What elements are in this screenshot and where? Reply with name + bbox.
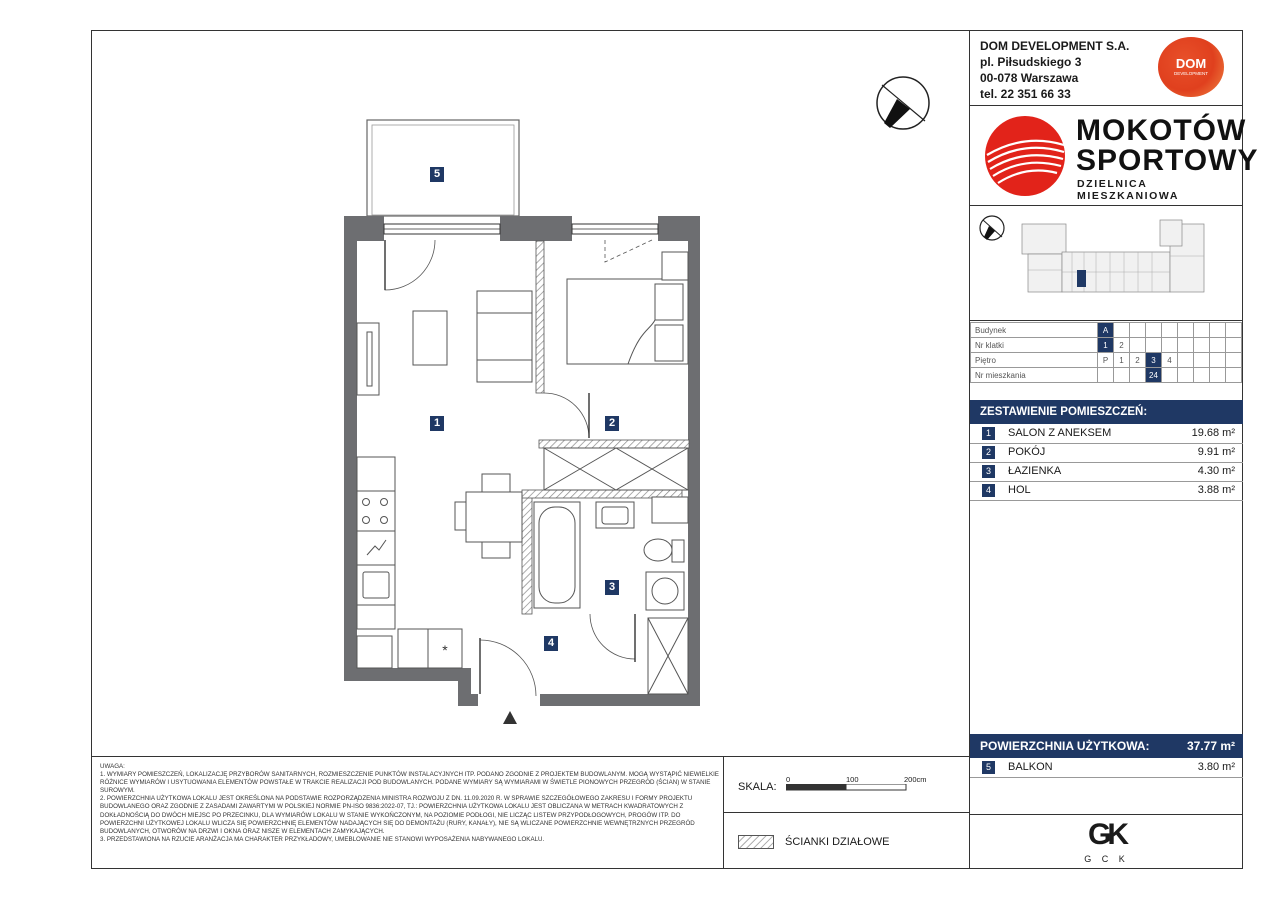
balcony-row	[970, 758, 1243, 778]
loc-cell: P	[1098, 353, 1114, 368]
loc-cell	[1210, 338, 1226, 353]
loc-cell	[1130, 323, 1146, 338]
note-3: 3. PRZEDSTAWIONA NA RZUCIE ARANŻACJA MA CHARAKTER PRZYKŁADOWY, UMEBLOWANIE NIE STANOWI WYPOSAŻENIA NABYWANEGO LOKALU.	[100, 835, 545, 843]
company-name: DOM DEVELOPMENT S.A.	[980, 39, 1130, 53]
loc-cell: 24	[1146, 368, 1162, 383]
loc-cell	[1098, 368, 1114, 383]
loc-label: Budynek	[971, 323, 1098, 338]
room-row	[970, 424, 1243, 444]
project-title-line1: MOKOTÓW	[1076, 114, 1247, 147]
loc-cell	[1210, 368, 1226, 383]
room-num: 3	[982, 465, 995, 478]
loc-cell	[1194, 323, 1210, 338]
loc-cell	[1226, 353, 1242, 368]
loc-cell: 4	[1162, 353, 1178, 368]
note-2: 2. POWIERZCHNIA UŻYTKOWA LOKALU JEST OKREŚLONA NA PODSTAWIE ROZPORZĄDZENIA MINISTRA ROZWOJU Z DN. 11.09.2020 R. W SPRAWIE SZCZEGÓŁOWEGO ZAKRESU I FORMY PROJEKTU BUDOWLANEGO ORAZ ZGODNIE Z ZASADAMI ZAWARTYMI W POLSKIEJ NORMIE PN-ISO 9836:2022-07, TJ.: POWIERZCHNIA UŻYTKOWA LOKALU JEST OBLICZANA W METRACH KWADRATOWYCH Z DOKŁADNOŚCIĄ DO DWÓCH MIEJSC PO PRZECINKU, DLA WYMIARÓW LOKALU W STANIE WYKOŃCZONYM, NA POZIOMIE PODŁOGI, NIE LICZĄC LISTEW PRZYPODŁOGOWYCH, PROGÓW ITP. DO POWIERZCHNI UŻYTKOWEJ LOKALU WLICZA SIĘ POWIERZCHNIĘ ELEMENTÓW NADAJĄCYCH SIĘ DO DEMONTAŻU (RURY, KANAŁY), NIE SĄ WLICZANE POWIERZCHNIE WEWNĘTRZNYCH PRZEGRÓD BUDOWLANYCH, OTWORÓW NA DRZWI I OKNA ORAZ NISZE W ELEMENTACH ZAMYKAJĄCYCH.	[100, 795, 695, 835]
scale-label: SKALA:	[738, 781, 777, 793]
entrance-arrow-icon	[503, 711, 517, 724]
loc-cell	[1178, 338, 1194, 353]
room-row	[970, 443, 1243, 463]
gck-logo	[970, 818, 1243, 866]
svg-text:*: *	[442, 642, 448, 658]
notes-block	[100, 763, 720, 844]
loc-cell: 1	[1114, 353, 1130, 368]
loc-cell	[1130, 368, 1146, 383]
room-area: 4.30 m²	[1197, 465, 1235, 477]
row-budynek	[971, 323, 1242, 338]
loc-cell	[1146, 323, 1162, 338]
usable-area-label: POWIERZCHNIA UŻYTKOWA:	[980, 739, 1150, 753]
apartment-highlight	[1077, 270, 1086, 287]
loc-cell	[1162, 323, 1178, 338]
notes-title: UWAGA:	[100, 763, 125, 770]
room-name: BALKON	[1008, 761, 1053, 773]
loc-cell	[1194, 368, 1210, 383]
plan-label-5: 5	[430, 167, 444, 182]
dom-development-logo	[1158, 37, 1224, 97]
scale-tick-0: 0	[786, 775, 791, 784]
loc-label: Piętro	[971, 353, 1098, 368]
location-table	[970, 322, 1242, 383]
loc-cell	[1194, 338, 1210, 353]
loc-cell	[1226, 338, 1242, 353]
room-num: 5	[982, 761, 995, 774]
rooms-heading-bar	[970, 400, 1243, 424]
loc-cell	[1114, 323, 1130, 338]
loc-cell	[1210, 353, 1226, 368]
loc-cell	[1146, 338, 1162, 353]
room-num: 4	[982, 484, 995, 497]
project-subtitle: DZIELNICA MIESZKANIOWA	[1077, 178, 1180, 202]
loc-cell	[1226, 368, 1242, 383]
loc-cell: 2	[1130, 353, 1146, 368]
dom-logo-text: DOM	[1175, 56, 1207, 71]
gck-mark: GK	[1088, 818, 1125, 851]
room-name: POKÓJ	[1008, 446, 1046, 458]
gck-text: G C K	[1084, 854, 1129, 864]
scale-tick-200: 200cm	[904, 775, 927, 784]
bottom-divider	[91, 756, 969, 757]
loc-cell	[1114, 368, 1130, 383]
company-phone: tel. 22 351 66 33	[980, 87, 1071, 101]
loc-cell: 1	[1098, 338, 1114, 353]
loc-cell	[1178, 323, 1194, 338]
rooms-heading: ZESTAWIENIE POMIESZCZEŃ:	[980, 406, 1148, 418]
company-info	[980, 38, 1129, 102]
company-city: 00-078 Warszawa	[980, 71, 1079, 85]
legend-divider	[723, 812, 969, 813]
room-area: 3.88 m²	[1197, 484, 1235, 496]
room-area: 9.91 m²	[1197, 446, 1235, 458]
living-room-furniture	[357, 291, 532, 395]
plan-label-4: 4	[544, 636, 558, 651]
loc-cell	[1210, 323, 1226, 338]
room-area: 19.68 m²	[1191, 427, 1235, 439]
row-klatka	[971, 338, 1242, 353]
kitchen-counter	[357, 457, 462, 668]
mokotow-sportowy-logo	[984, 115, 1066, 197]
loc-cell: A	[1098, 323, 1114, 338]
building-key-plan	[976, 210, 1240, 314]
loc-cell	[1226, 323, 1242, 338]
scale-tick-100: 100	[846, 775, 859, 784]
scale-bar	[786, 784, 908, 792]
loc-cell	[1194, 353, 1210, 368]
project-title-line2: SPORTOWY	[1076, 144, 1259, 177]
room-num: 2	[982, 446, 995, 459]
usable-area-bar	[970, 734, 1243, 758]
partition-hatch-icon	[738, 835, 774, 849]
project-title	[1076, 116, 1258, 176]
loc-cell	[1178, 353, 1194, 368]
bathroom-fixtures	[534, 497, 688, 694]
bed	[567, 252, 688, 364]
loc-cell	[1162, 338, 1178, 353]
wardrobe	[544, 448, 688, 490]
loc-cell	[1178, 368, 1194, 383]
info-panel	[969, 30, 1259, 869]
partitions-legend-label: ŚCIANKI DZIAŁOWE	[785, 836, 890, 848]
row-pietro	[971, 353, 1242, 368]
plan-label-1: 1	[430, 416, 444, 431]
loc-cell: 2	[1114, 338, 1130, 353]
loc-cell: 3	[1146, 353, 1162, 368]
room-name: SALON Z ANEKSEM	[1008, 427, 1112, 439]
north-arrow-icon	[877, 77, 929, 129]
room-row	[970, 462, 1243, 482]
room-name: ŁAZIENKA	[1008, 465, 1062, 477]
loc-label: Nr klatki	[971, 338, 1098, 353]
key-plan-compass-icon	[980, 216, 1004, 240]
dining-table	[455, 474, 522, 558]
room-name: HOL	[1008, 484, 1031, 496]
note-1: 1. WYMIARY POMIESZCZEŃ, LOKALIZACJĘ PRZYBORÓW SANITARNYCH, ROZMIESZCZENIE PUNKTÓW INSTALACYJNYCH ITP. PODANO ZGODNIE Z PROJEKTEM BUDOWLANYM. MOGĄ WYSTĄPIĆ NIEWIELKIE RÓŻNICE WYMIARÓW I USYTUOWANIA ELEMENTÓW POWSTAŁE W TRAKCIE REALIZACJI POD BUDOWLANYCH. PODANE WYMIARY SĄ WYMIARAMI W ŚWIETLE PIONOWYCH PRZEGRÓD (ŚCIAN) W STANIE SUROWYM.	[100, 771, 719, 795]
loc-cell	[1130, 338, 1146, 353]
room-area: 3.80 m²	[1197, 761, 1235, 773]
plan-label-3: 3	[605, 580, 619, 595]
loc-label: Nr mieszkania	[971, 368, 1098, 383]
dom-logo-sub: DEVELOPMENT	[1173, 71, 1208, 76]
room-row	[970, 481, 1243, 501]
row-nr-mieszkania	[971, 368, 1242, 383]
loc-cell	[1162, 368, 1178, 383]
plan-label-2: 2	[605, 416, 619, 431]
room-num: 1	[982, 427, 995, 440]
usable-area-value: 37.77 m²	[1186, 739, 1235, 753]
company-street: pl. Piłsudskiego 3	[980, 55, 1082, 69]
